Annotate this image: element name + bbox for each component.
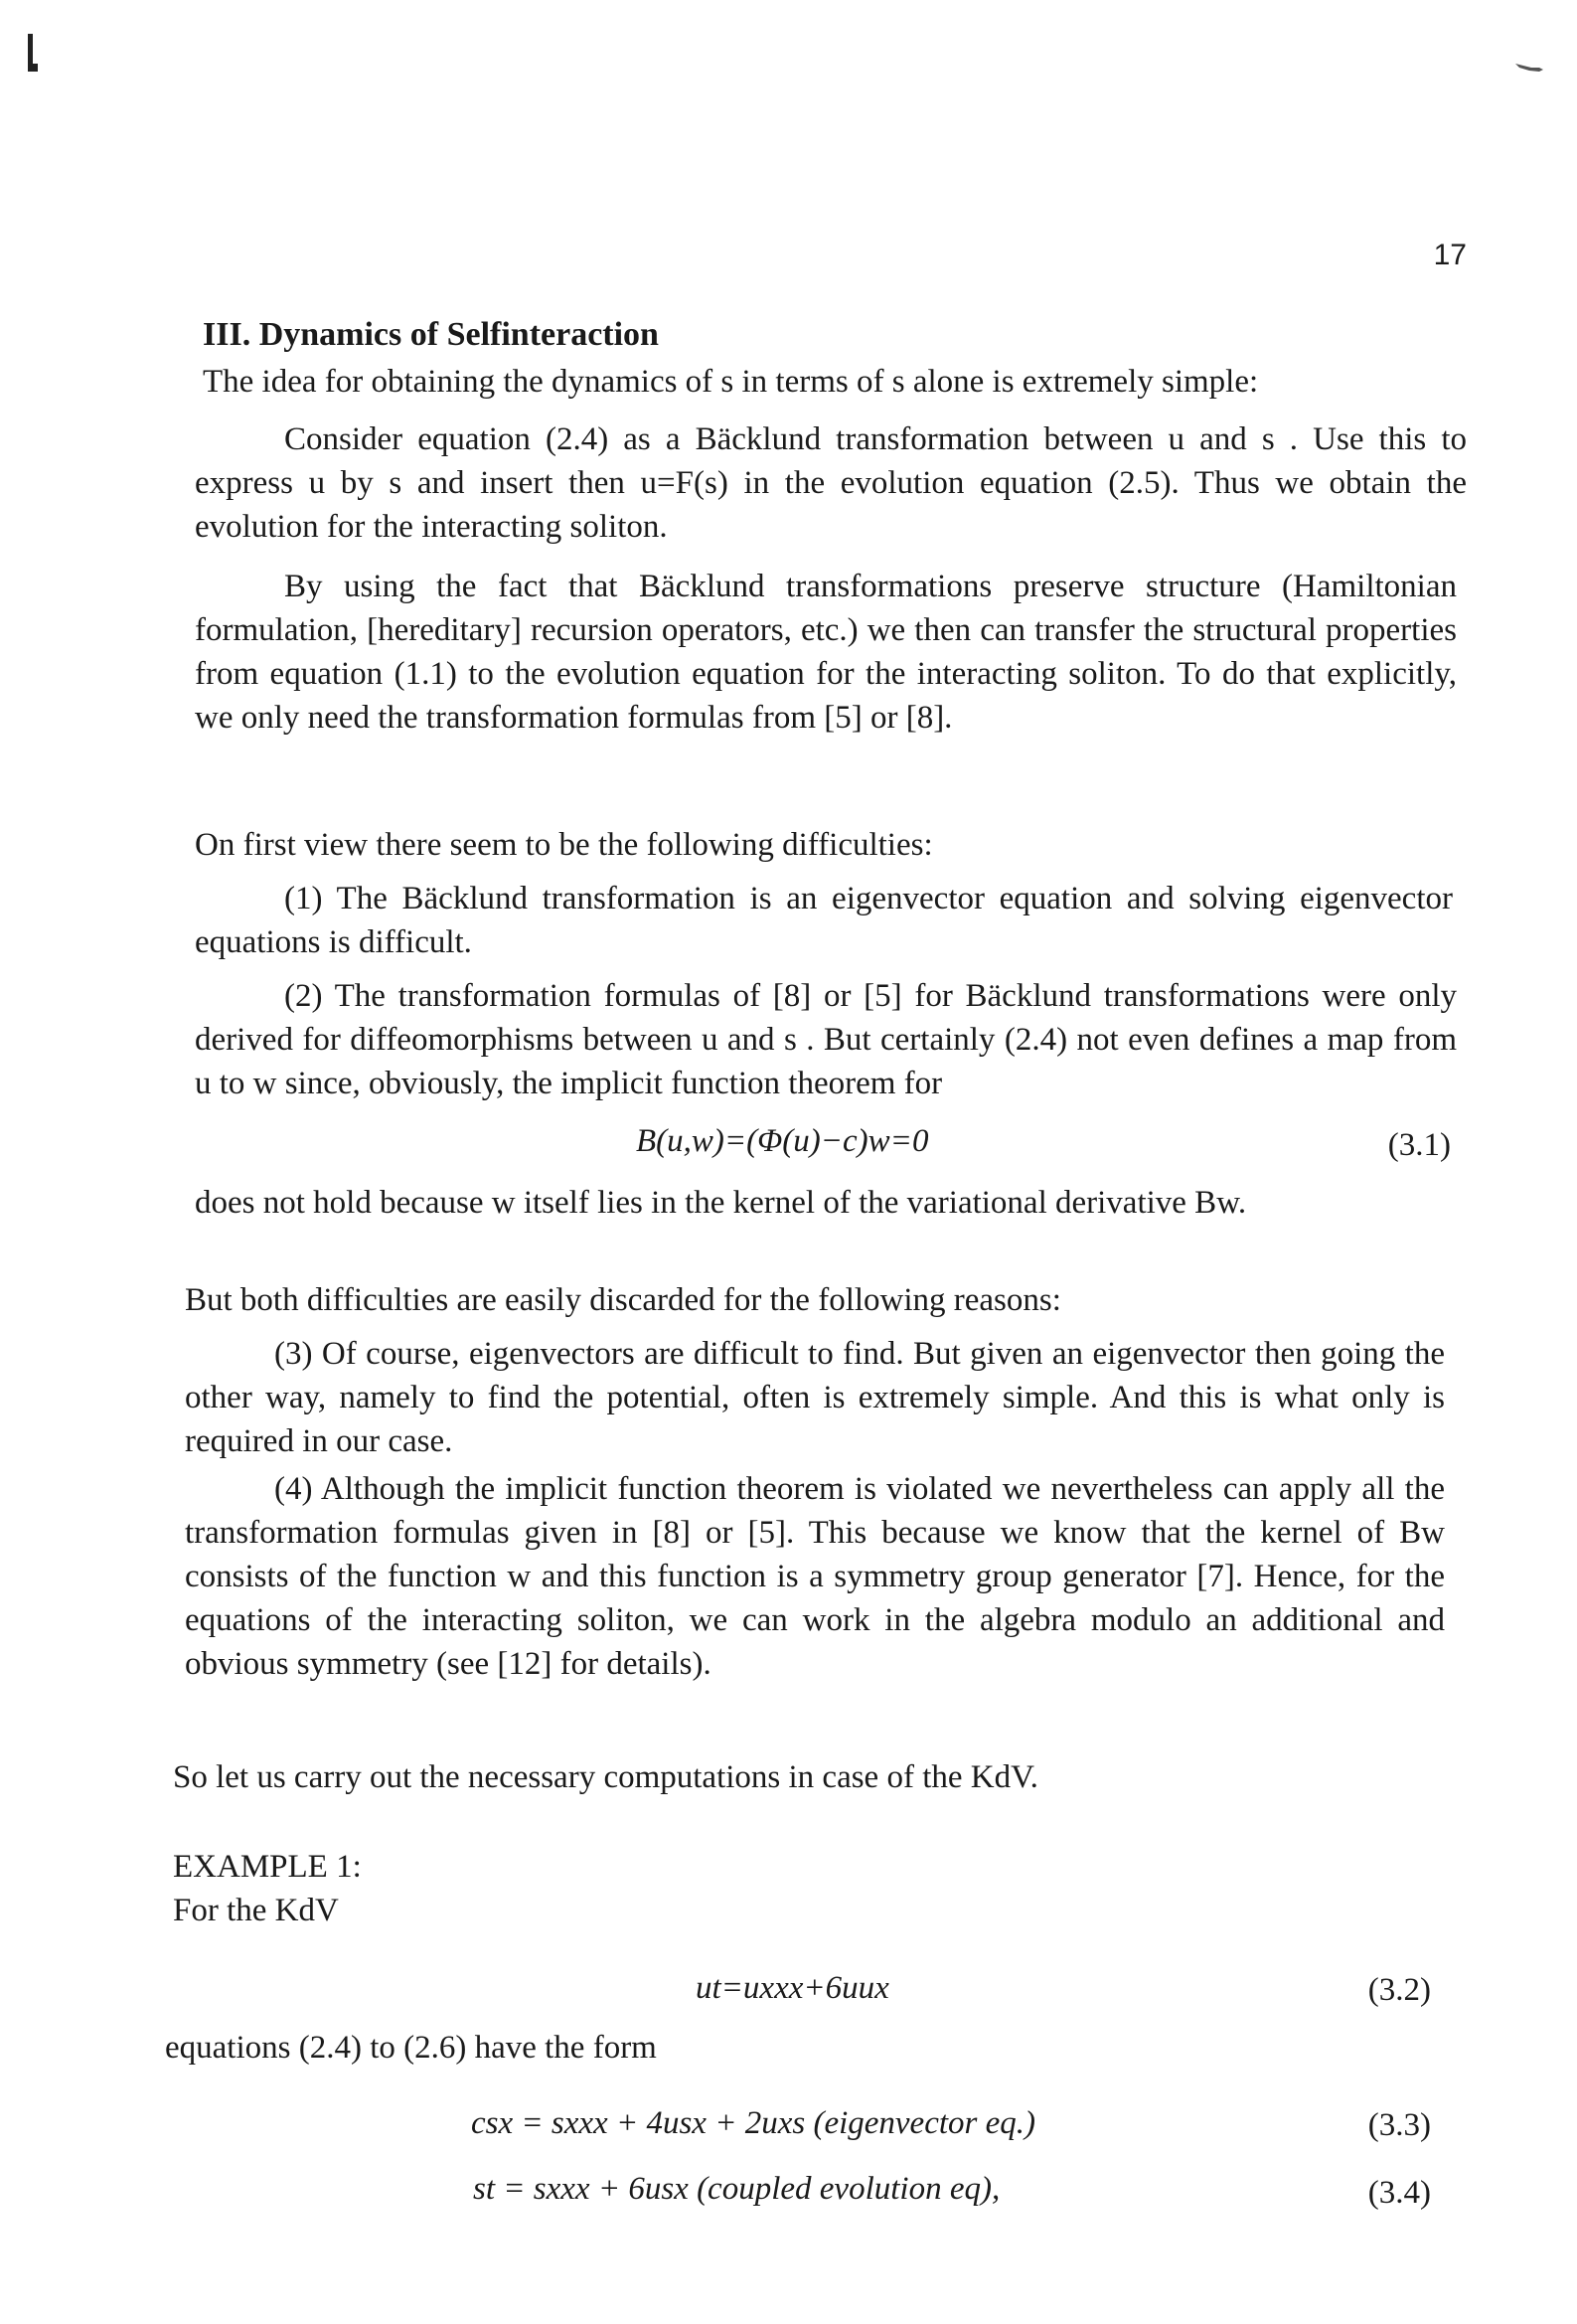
difficulty-item-1: (1) The Bäcklund transformation is an eigenvector equation and solving eigenvector equations is difficult. bbox=[195, 881, 1453, 960]
scan-mark-top-right bbox=[1515, 58, 1543, 74]
equation-3-2-number: (3.2) bbox=[1367, 1972, 1431, 2008]
reason-item-4: (4) Although the implicit function theorem is violated we nevertheless can apply all the transformation formulas given in [8] or [5]. This because we know that the kernel of Bw consists of the function w and this function is a symmetry group generator [7]. Hence, for the equations of the interacting soliton, we can work in the algebra modulo an additional and obvious symmetry (see [12] for details). bbox=[185, 1471, 1445, 1682]
example-label: EXAMPLE 1: bbox=[173, 1849, 362, 1885]
paragraph-consider: Consider equation (2.4) as a Bäcklund transformation between u and s . Use this to express u by s and insert then u=F(s) in the evolution equation (2.5). Thus we obtain the evolution for the interacting soliton. bbox=[195, 421, 1467, 545]
reason-item-3: (3) Of course, eigenvectors are difficult to find. But given an eigenvector then going the other way, namely to find the potential, often is extremely simple. And this is what only is required in our case. bbox=[185, 1336, 1445, 1459]
intro-paragraph: The idea for obtaining the dynamics of s in terms of s alone is extremely simple: bbox=[203, 364, 1259, 400]
after-equation-3-1: does not hold because w itself lies in the kernel of the variational derivative Bw. bbox=[195, 1185, 1247, 1221]
equation-3-4: st = sxxx + 6usx (coupled evolution eq), bbox=[473, 2171, 1001, 2207]
equation-3-3: csx = sxxx + 4usx + 2uxs (eigenvector eq.) bbox=[471, 2105, 1035, 2141]
equation-3-4-number: (3.4) bbox=[1367, 2175, 1431, 2211]
kdv-computation-line: So let us carry out the necessary computations in case of the KdV. bbox=[173, 1759, 1038, 1795]
page-number: 17 bbox=[1433, 239, 1467, 271]
equation-form-line: equations (2.4) to (2.6) have the form bbox=[165, 2030, 657, 2066]
paragraph-backlund-structure: By using the fact that Bäcklund transformations preserve structure (Hamiltonian formulation, [hereditary] recursion operators, etc.) we then can transfer the structural properties from equation (1.1) to the evolution equation for the interacting soliton. To do that explicitly, we only need the transformation formulas from [5] or [8]. bbox=[195, 569, 1457, 736]
reasons-intro: But both difficulties are easily discarded for the following reasons: bbox=[185, 1282, 1061, 1318]
difficulties-intro: On first view there seem to be the following difficulties: bbox=[195, 827, 933, 863]
for-kdv-label: For the KdV bbox=[173, 1893, 339, 1928]
equation-3-3-number: (3.3) bbox=[1367, 2107, 1431, 2143]
scan-mark-top-left bbox=[24, 34, 38, 74]
equation-3-2: ut=uxxx+6uux bbox=[696, 1970, 889, 2006]
section-heading: III. Dynamics of Selfinteraction bbox=[203, 316, 659, 353]
equation-3-1: B(u,w)=(Φ(u)−c)w=0 bbox=[636, 1123, 929, 1159]
equation-3-1-number: (3.1) bbox=[1387, 1127, 1451, 1163]
difficulty-item-2: (2) The transformation formulas of [8] or [5] for Bäcklund transformations were only derived for diffeomorphisms between u and s . But certainly (2.4) not even defines a map from u to w since, obviously, the implicit function theorem for bbox=[195, 978, 1457, 1101]
